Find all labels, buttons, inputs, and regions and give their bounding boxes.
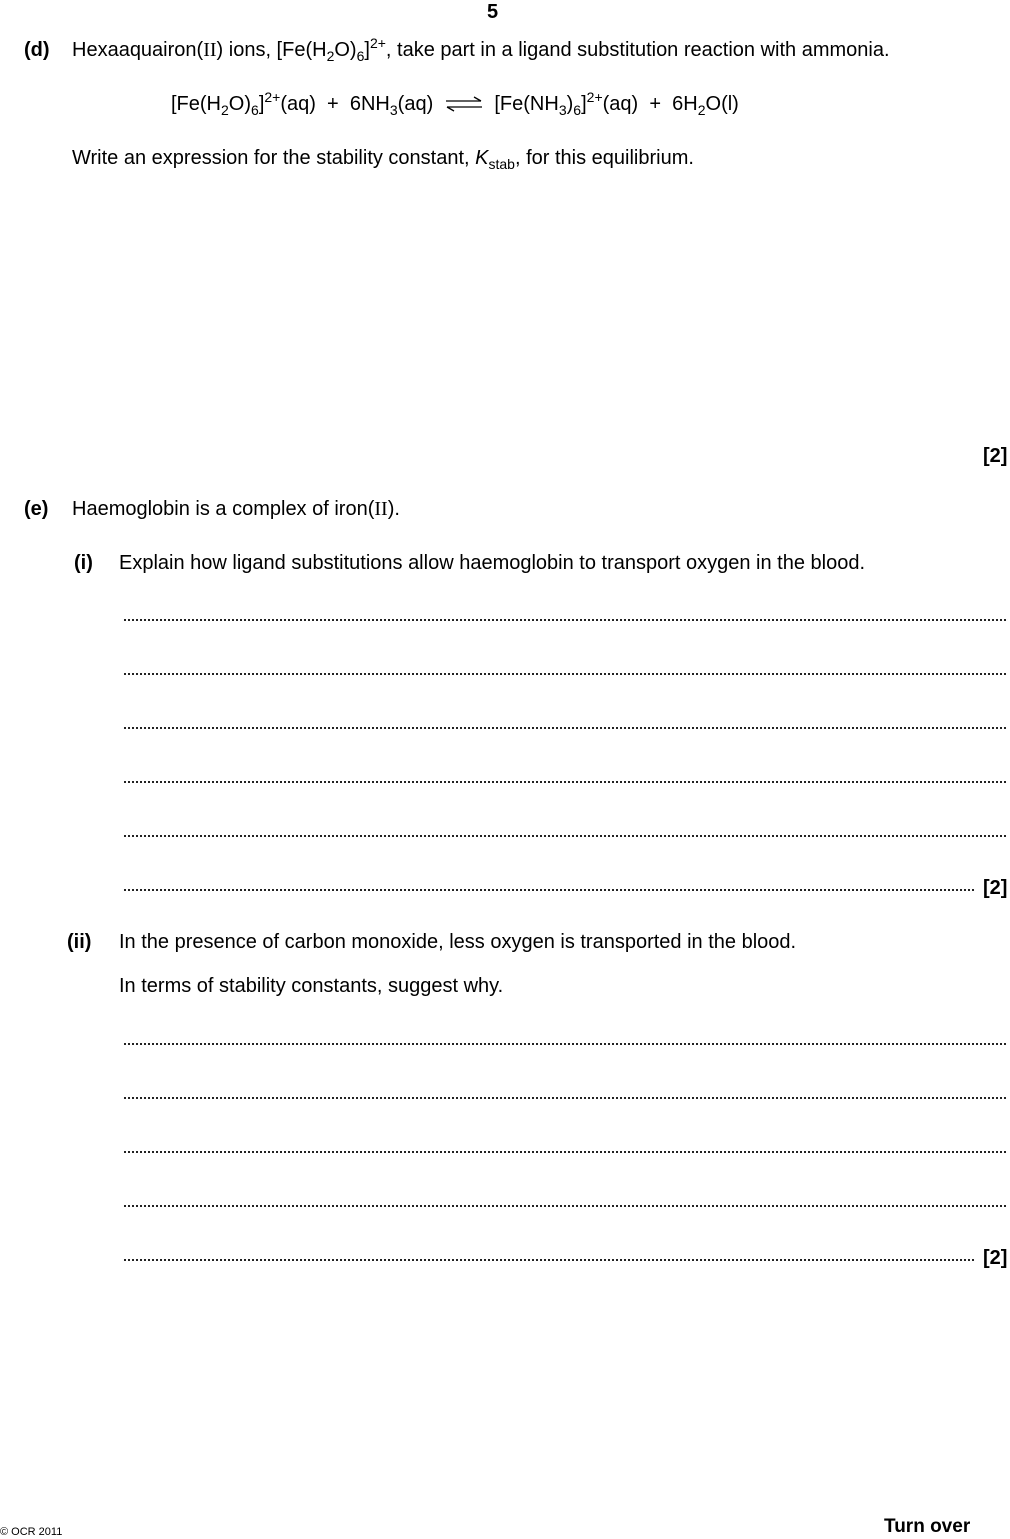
copyright-notice: © OCR 2011 [0,1526,63,1538]
turn-over-label: Turn over [884,1516,971,1537]
part-e-ii-question-line1: In the presence of carbon monoxide, less oxygen is transported in the blood. [119,931,797,953]
part-d-label: (d) [24,39,50,61]
answer-line[interactable] [123,726,1008,730]
answer-line[interactable] [123,1042,1008,1046]
answer-line[interactable] [123,1258,975,1262]
part-e-i-marks: [2] [983,877,1008,899]
part-e-label: (e) [24,498,49,520]
answer-line[interactable] [123,1150,1008,1154]
part-e-i-label: (i) [74,552,93,574]
page-number: 5 [487,1,499,23]
answer-line[interactable] [123,1096,1008,1100]
part-e-ii-marks: [2] [983,1247,1008,1269]
answer-line[interactable] [123,888,975,892]
part-e-i-question: Explain how ligand substitutions allow haemoglobin to transport oxygen in the blood. [119,552,866,574]
part-d-answer-space[interactable] [72,180,1002,440]
answer-line[interactable] [123,672,1008,676]
answer-line[interactable] [123,1204,1008,1208]
part-e-ii-question-line2: In terms of stability constants, suggest why. [119,975,504,997]
equilibrium-arrow-icon [445,96,483,112]
answer-line[interactable] [123,780,1008,784]
equilibrium-equation: $[Fe(H_2O)_6]^{2+}(aq) + 6NH_3(aq) [Fe(NH_3)_6]^{2+}(aq) + 6H_2O(l)$ [171,89,739,118]
part-d-instruction: Write an expression for the stability constant, $K_{stab}$, for this equilibrium. [72,147,694,172]
part-e-ii-label: (ii) [67,931,92,953]
part-d-intro: Hexaaquairon(II) ions, $[Fe(H_2O)_6]^{2+}$, take part in a ligand substitution reaction with ammonia. [72,35,890,64]
answer-line[interactable] [123,834,1008,838]
part-e-intro: Haemoglobin is a complex of iron(II). [72,498,400,520]
part-d-marks: [2] [983,445,1008,467]
answer-line[interactable] [123,618,1008,622]
